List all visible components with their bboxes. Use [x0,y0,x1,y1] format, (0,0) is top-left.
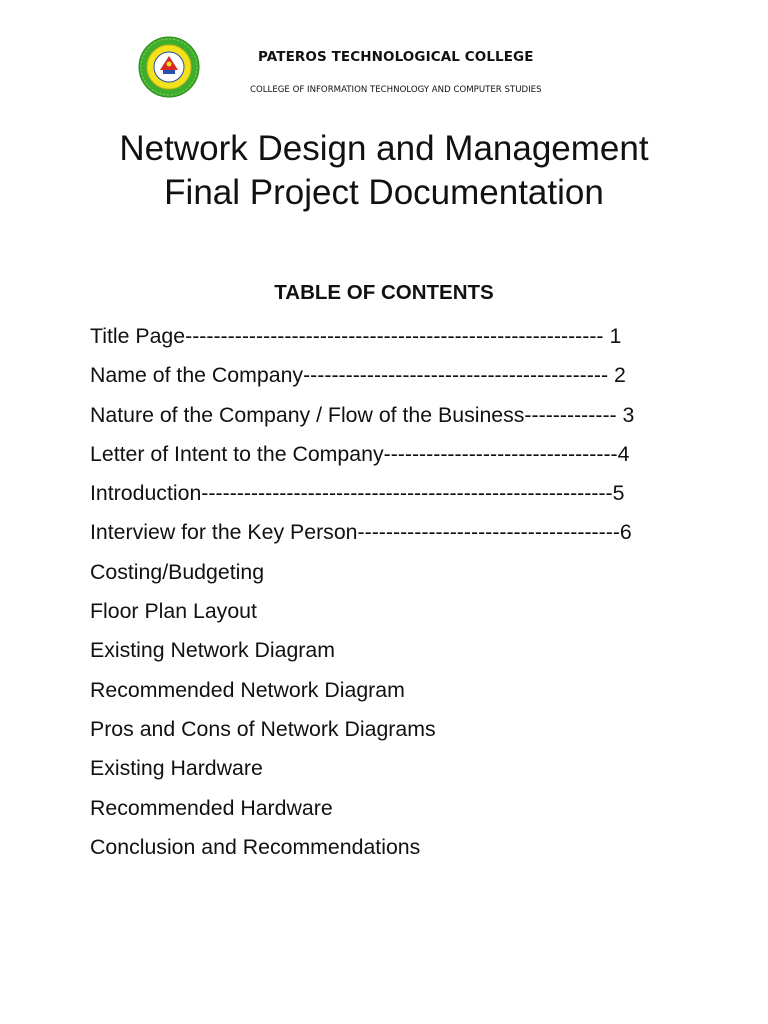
document-title-line-2: Final Project Documentation [164,173,604,212]
college-seal-icon [138,36,200,98]
document-title-line-1: Network Design and Management [119,129,649,168]
toc-entry: Costing/Budgeting [90,559,265,584]
college-seal-logo [138,36,200,98]
toc-entry: Interview for the Key Person-------------------------------------6 [90,520,632,545]
toc-entry: Letter of Intent to the Company---------------------------------4 [90,441,630,466]
toc-entry: Recommended Hardware [90,795,333,820]
toc-entry: Conclusion and Recommendations [90,834,421,859]
college-subtitle: COLLEGE OF INFORMATION TECHNOLOGY AND COMPUTER STUDIES [250,85,542,95]
toc-entry: Existing Network Diagram [90,638,335,663]
toc-entry: Title Page----------------------------------------------------------- 1 [90,324,622,348]
toc-entry: Introduction----------------------------------------------------------5 [90,481,625,506]
toc-entry: Existing Hardware [90,756,263,781]
toc-entry: Recommended Network Diagram [90,677,405,702]
college-name: PATEROS TECHNOLOGICAL COLLEGE [258,49,534,65]
toc-entry: Name of the Company------------------------------------------- 2 [90,363,626,388]
toc-entry: Floor Plan Layout [90,599,257,624]
table-of-contents [90,320,710,870]
document-title [0,127,768,215]
toc-heading: TABLE OF CONTENTS [274,281,494,304]
toc-entry: Nature of the Company / Flow of the Business------------- 3 [90,402,635,427]
toc-entry: Pros and Cons of Network Diagrams [90,716,436,741]
